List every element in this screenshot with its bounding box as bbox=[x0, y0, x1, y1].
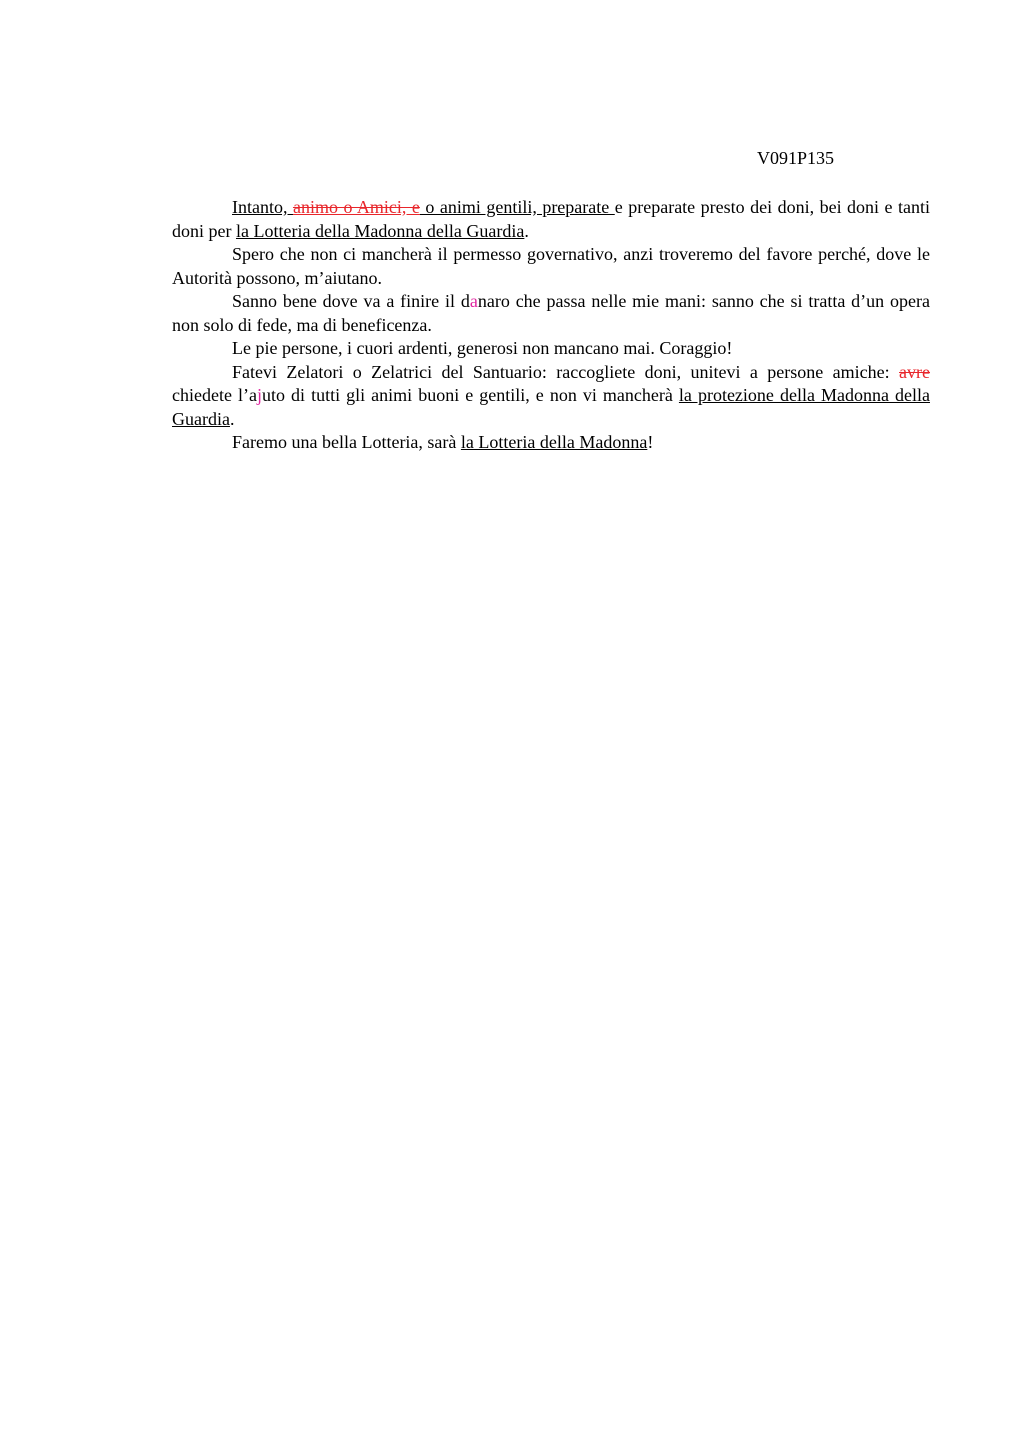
paragraph-1 bbox=[172, 196, 930, 243]
inserted-text: j bbox=[256, 385, 262, 405]
paragraph-2 bbox=[172, 243, 930, 290]
underlined-text: la Lotteria della Madonna bbox=[460, 432, 648, 452]
plain-text: naro che passa nelle mie mani: sanno che si tratta d’un opera non solo di fede, ma di beneficenza. bbox=[172, 291, 930, 335]
paragraph-6 bbox=[172, 431, 930, 455]
paragraph-5 bbox=[172, 361, 930, 432]
plain-text: ! bbox=[647, 432, 654, 452]
plain-text: e preparate presto dei doni, bei doni e tanti doni per bbox=[172, 197, 930, 241]
deleted-text: animo o Amici, e bbox=[292, 197, 420, 217]
underlined-text: la Lotteria della Madonna della Guardia bbox=[235, 220, 525, 241]
plain-text: Fatevi Zelatori o Zelatrici del Santuario: raccogliete doni, unitevi a persone amiche: bbox=[232, 361, 900, 382]
inserted-text: a bbox=[469, 291, 478, 311]
underlined-text: Intanto, bbox=[232, 197, 293, 217]
document-id: V091P135 bbox=[757, 148, 835, 168]
plain-text: . bbox=[229, 408, 235, 429]
plain-text: . bbox=[524, 220, 529, 241]
underlined-text: o animi gentili, preparate bbox=[419, 197, 615, 217]
plain-text: Faremo una bella Lotteria, sarà bbox=[232, 432, 461, 452]
document-body bbox=[172, 196, 930, 455]
underlined-text: la protezione della Madonna della Guardia bbox=[172, 385, 930, 429]
plain-text: uto di tutti gli animi buoni e gentili, e non vi mancherà bbox=[262, 385, 679, 405]
deleted-text: avre bbox=[899, 361, 930, 382]
plain-text: chiedete l’a bbox=[172, 385, 257, 405]
plain-text: Sanno bene dove va a finire il d bbox=[232, 291, 470, 311]
paragraph-3 bbox=[172, 290, 930, 337]
plain-text: Le pie persone, i cuori ardenti, generosi non mancano mai. Coraggio! bbox=[232, 338, 733, 358]
paragraph-4 bbox=[172, 337, 930, 361]
plain-text: Spero che non ci mancherà il permesso governativo, anzi troveremo del favore perché, dove le Autorità possono, m’aiutano. bbox=[172, 244, 930, 288]
